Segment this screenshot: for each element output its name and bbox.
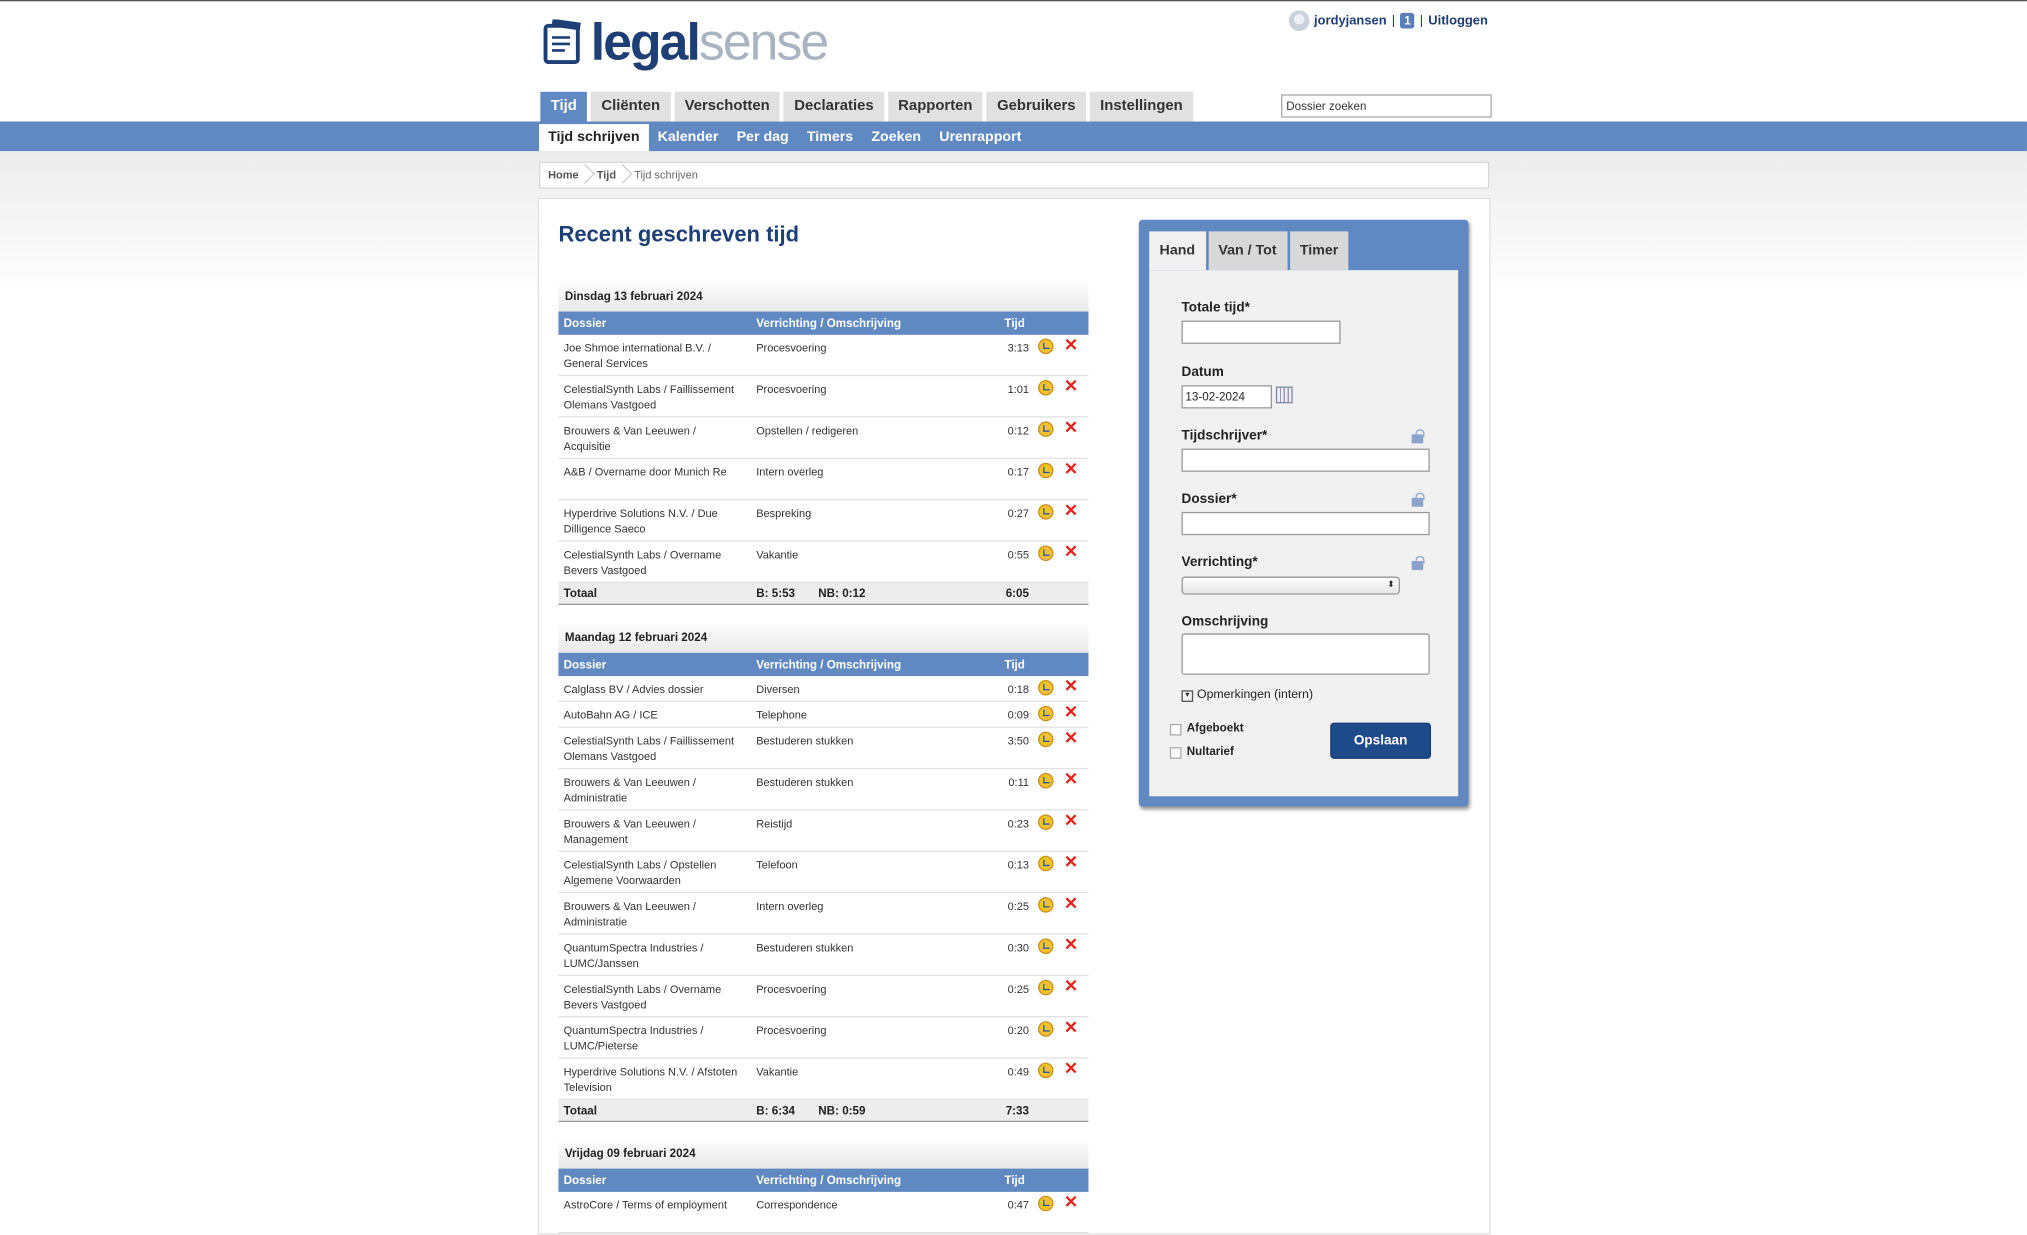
row-verrichting: Telefoon <box>756 858 798 872</box>
row-tijd: 0:17 <box>1007 465 1029 479</box>
row-dossier: Hyperdrive Solutions N.V. / Due Dilligence Saeco <box>563 506 718 536</box>
day-title: Vrijdag 09 februari 2024 <box>558 1138 1088 1169</box>
tijdschrijver-input[interactable] <box>1182 449 1430 472</box>
sub-tab-per-dag[interactable]: Per dag <box>736 129 789 145</box>
separator: | <box>1391 13 1396 28</box>
datum-label: Datum <box>1181 364 1224 381</box>
row-verrichting: Intern overleg <box>756 899 824 913</box>
edit-clock-icon[interactable] <box>1038 546 1054 562</box>
main-navigation <box>540 92 1193 122</box>
table-row[interactable] <box>558 935 1088 976</box>
sub-navigation <box>539 124 1030 151</box>
sub-tab-timers[interactable]: Timers <box>806 129 854 145</box>
total-nonbillable: NB: 0:12 <box>818 586 866 600</box>
delete-icon[interactable]: ✕ <box>1063 851 1078 872</box>
table-header <box>558 653 1088 676</box>
column-tijd: Tijd <box>1004 1173 1025 1187</box>
row-dossier: QuantumSpectra Industries / LUMC/Janssen <box>563 941 704 970</box>
delete-icon[interactable]: ✕ <box>1063 769 1078 789</box>
table-row[interactable] <box>558 728 1088 769</box>
table-header <box>558 312 1088 335</box>
logout-link[interactable]: Uitloggen <box>1428 13 1488 28</box>
tab-hand[interactable]: Hand <box>1149 231 1205 270</box>
username-link[interactable]: jordyjansen <box>1314 13 1387 28</box>
main-tab-gebruikers[interactable]: Gebruikers <box>987 92 1086 122</box>
total-label: Totaal <box>563 586 598 600</box>
row-dossier: Brouwers & Van Leeuwen / Administratie <box>563 899 696 929</box>
total-time: 7:33 <box>1005 1103 1029 1117</box>
main-tab-verschotten[interactable]: Verschotten <box>674 92 780 122</box>
row-dossier: AstroCore / Terms of employment <box>563 1198 728 1212</box>
delete-icon[interactable]: ✕ <box>1063 417 1078 437</box>
row-verrichting: Procesvoering <box>756 341 827 355</box>
edit-clock-icon[interactable] <box>1038 1063 1054 1079</box>
row-dossier: CelestialSynth Labs / Faillissement Olemans Vastgoed <box>563 382 735 412</box>
row-tijd: 0:25 <box>1007 899 1029 913</box>
row-dossier: CelestialSynth Labs / Faillissement Olemans Vastgoed <box>563 734 735 763</box>
edit-clock-icon[interactable] <box>1038 980 1054 996</box>
table-row[interactable] <box>558 1017 1088 1058</box>
main-tab-tijd[interactable]: Tijd <box>540 92 587 122</box>
row-dossier: Joe Shmoe international B.V. / General Services <box>563 341 712 370</box>
calendar-icon[interactable] <box>1276 387 1293 404</box>
row-verrichting: Bestuderen stukken <box>756 941 854 955</box>
total-billable: B: 5:53 <box>756 586 796 600</box>
day-block <box>558 281 1088 605</box>
table-row[interactable] <box>558 769 1088 810</box>
row-tijd: 0:30 <box>1007 941 1029 955</box>
row-tijd: 0:49 <box>1007 1065 1029 1079</box>
row-tijd: 0:09 <box>1007 708 1029 722</box>
row-tijd: 0:13 <box>1007 858 1029 872</box>
edit-clock-icon[interactable] <box>1038 504 1054 520</box>
table-row[interactable] <box>558 376 1088 417</box>
afgeboekt-label: Afgeboekt <box>1186 721 1244 735</box>
table-row[interactable] <box>558 811 1088 852</box>
select-arrows-icon: ⬍ <box>1387 580 1395 590</box>
row-verrichting: Telephone <box>756 708 807 722</box>
row-tijd: 0:27 <box>1007 506 1029 520</box>
row-dossier: A&B / Overname door Munich Re <box>563 465 727 479</box>
table-row[interactable] <box>558 676 1088 702</box>
totale-tijd-input[interactable] <box>1182 321 1341 344</box>
expand-icon[interactable]: ▾ <box>1182 690 1194 702</box>
row-dossier: Brouwers & Van Leeuwen / Acquisitie <box>563 424 696 453</box>
row-verrichting: Vakantie <box>756 1065 799 1079</box>
edit-clock-icon[interactable] <box>1038 1021 1054 1037</box>
row-verrichting: Procesvoering <box>756 982 827 996</box>
edit-clock-icon[interactable] <box>1038 680 1054 696</box>
column-dossier: Dossier <box>563 1173 607 1187</box>
main-tab-rapporten[interactable]: Rapporten <box>888 92 983 122</box>
edit-clock-icon[interactable] <box>1038 773 1054 789</box>
delete-icon[interactable]: ✕ <box>1063 458 1078 479</box>
messages-badge[interactable]: 1 <box>1400 13 1414 29</box>
edit-clock-icon[interactable] <box>1038 732 1054 748</box>
logo-word-sense: sense <box>698 14 828 72</box>
main-tab-declaraties[interactable]: Declaraties <box>784 92 884 122</box>
row-verrichting: Bestuderen stukken <box>756 775 854 789</box>
row-dossier: CelestialSynth Labs / Overname Bevers Vastgoed <box>563 982 722 1011</box>
row-dossier: Calglass BV / Advies dossier <box>563 682 704 696</box>
total-time: 6:05 <box>1005 586 1029 600</box>
delete-icon[interactable]: ✕ <box>1063 541 1078 562</box>
totale-tijd-label: Totale tijd* <box>1181 299 1250 316</box>
row-tijd: 0:55 <box>1007 548 1029 562</box>
table-row[interactable] <box>558 852 1088 893</box>
avatar-icon <box>1288 10 1309 31</box>
table-row[interactable] <box>558 702 1088 728</box>
day-block <box>558 622 1088 1122</box>
breadcrumb-tijd[interactable]: Tijd <box>589 163 626 188</box>
table-row[interactable] <box>558 1192 1088 1233</box>
delete-icon[interactable]: ✕ <box>1063 701 1078 722</box>
table-row[interactable] <box>558 976 1088 1017</box>
save-button[interactable]: Opslaan <box>1330 723 1431 759</box>
table-row[interactable] <box>558 893 1088 934</box>
edit-clock-icon[interactable] <box>1038 897 1054 913</box>
column-dossier: Dossier <box>563 316 607 330</box>
edit-clock-icon[interactable] <box>1038 856 1054 872</box>
datum-input[interactable]: 13-02-2024 <box>1182 385 1272 408</box>
table-header <box>558 1169 1088 1192</box>
row-verrichting: Bespreking <box>756 506 812 520</box>
column-verrichting: Verrichting / Omschrijving <box>756 316 902 330</box>
omschrijving-label: Omschrijving <box>1181 614 1269 630</box>
row-verrichting: Intern overleg <box>756 465 824 479</box>
total-row <box>558 583 1088 605</box>
delete-icon[interactable]: ✕ <box>1063 334 1078 355</box>
row-tijd: 0:25 <box>1007 982 1029 996</box>
separator: | <box>1419 13 1424 28</box>
column-dossier: Dossier <box>563 657 607 671</box>
row-verrichting: Bestuderen stukken <box>756 734 854 748</box>
delete-icon[interactable]: ✕ <box>1063 810 1078 830</box>
opmerkingen-toggle[interactable]: Opmerkingen (intern) <box>1197 687 1314 702</box>
omschrijving-textarea[interactable] <box>1182 633 1430 674</box>
edit-clock-icon[interactable] <box>1038 706 1054 722</box>
row-verrichting: Procesvoering <box>756 1023 827 1037</box>
column-verrichting: Verrichting / Omschrijving <box>756 657 902 671</box>
row-dossier: Hyperdrive Solutions N.V. / Afstoten Television <box>563 1065 738 1094</box>
row-dossier: CelestialSynth Labs / Opstellen Algemene Voorwaarden <box>563 858 717 887</box>
row-verrichting: Diversen <box>756 682 800 696</box>
verrichting-label: Verrichting* <box>1181 554 1258 571</box>
tab-timer[interactable]: Timer <box>1290 231 1349 270</box>
main-tab-instellingen[interactable]: Instellingen <box>1090 92 1193 122</box>
row-dossier: Brouwers & Van Leeuwen / Management <box>563 816 696 846</box>
row-dossier: QuantumSpectra Industries / LUMC/Pieterse <box>563 1023 704 1053</box>
sub-tab-kalender[interactable]: Kalender <box>657 129 719 145</box>
edit-clock-icon[interactable] <box>1038 380 1054 396</box>
row-tijd: 0:12 <box>1007 424 1029 437</box>
row-tijd: 3:13 <box>1007 341 1029 355</box>
edit-clock-icon[interactable] <box>1038 421 1054 437</box>
delete-icon[interactable]: ✕ <box>1063 893 1078 913</box>
table-row[interactable] <box>558 500 1088 541</box>
dossier-search-input[interactable]: Dossier zoeken <box>1281 94 1492 117</box>
total-label: Totaal <box>563 1103 598 1117</box>
lock-icon[interactable] <box>1412 434 1424 443</box>
row-verrichting: Procesvoering <box>756 382 827 396</box>
legalsense-logo[interactable] <box>542 14 828 72</box>
breadcrumb-home[interactable]: Home <box>540 163 589 188</box>
delete-icon[interactable]: ✕ <box>1063 934 1078 955</box>
edit-clock-icon[interactable] <box>1038 339 1054 355</box>
row-verrichting: Opstellen / redigeren <box>756 424 859 437</box>
dossier-label: Dossier* <box>1181 491 1237 507</box>
breadcrumb <box>539 162 1489 189</box>
document-icon <box>542 19 586 66</box>
day-title: Maandag 12 februari 2024 <box>558 622 1088 653</box>
delete-icon[interactable]: ✕ <box>1063 1017 1078 1037</box>
edit-clock-icon[interactable] <box>1038 939 1054 955</box>
row-tijd: 0:20 <box>1007 1023 1029 1037</box>
lock-icon[interactable] <box>1412 498 1424 507</box>
table-row[interactable] <box>558 542 1088 583</box>
sub-tab-tijd-schrijven[interactable]: Tijd schrijven <box>539 124 649 151</box>
user-bar <box>1288 10 1488 31</box>
total-nonbillable: NB: 0:59 <box>818 1103 866 1117</box>
sub-tab-urenrapport[interactable]: Urenrapport <box>939 129 1022 145</box>
delete-icon[interactable]: ✕ <box>1063 1058 1078 1079</box>
entry-mode-tabs <box>1149 231 1348 270</box>
page-title: Recent geschreven tijd <box>558 222 800 247</box>
logo-word-legal: legal <box>590 14 699 72</box>
row-verrichting: Correspondence <box>756 1198 838 1212</box>
total-row <box>558 1100 1088 1122</box>
edit-clock-icon[interactable] <box>1038 1196 1054 1212</box>
breadcrumb-current: Tijd schrijven <box>634 168 698 181</box>
row-tijd: 1:01 <box>1007 382 1029 396</box>
table-row[interactable] <box>558 418 1088 459</box>
edit-clock-icon[interactable] <box>1038 814 1054 830</box>
total-billable: B: 6:34 <box>756 1103 796 1117</box>
row-tijd: 0:47 <box>1007 1198 1029 1212</box>
edit-clock-icon[interactable] <box>1038 463 1054 479</box>
nultarief-checkbox[interactable] <box>1170 747 1182 759</box>
verrichting-select[interactable] <box>1182 577 1400 595</box>
tijdschrijver-label: Tijdschrijver* <box>1181 427 1268 444</box>
row-dossier: CelestialSynth Labs / Overname Bevers Vastgoed <box>563 548 722 577</box>
row-tijd: 0:23 <box>1007 816 1029 830</box>
table-row[interactable] <box>558 459 1088 500</box>
sub-tab-zoeken[interactable]: Zoeken <box>871 129 922 145</box>
tab-van-tot[interactable]: Van / Tot <box>1208 231 1287 270</box>
column-tijd: Tijd <box>1004 657 1025 671</box>
column-tijd: Tijd <box>1004 316 1025 330</box>
row-dossier: Brouwers & Van Leeuwen / Administratie <box>563 775 696 805</box>
row-verrichting: Vakantie <box>756 548 799 562</box>
table-row[interactable] <box>558 1059 1088 1100</box>
row-verrichting: Reistijd <box>756 816 793 830</box>
logo-text <box>591 14 827 72</box>
dossier-input[interactable] <box>1182 512 1430 535</box>
day-title: Dinsdag 13 februari 2024 <box>558 281 1088 312</box>
row-tijd: 0:18 <box>1007 682 1029 696</box>
column-verrichting: Verrichting / Omschrijving <box>756 1173 902 1187</box>
main-tab-clienten[interactable]: Cliënten <box>591 92 670 122</box>
delete-icon[interactable]: ✕ <box>1063 676 1078 696</box>
delete-icon[interactable]: ✕ <box>1063 1191 1078 1212</box>
day-block <box>558 1138 1088 1234</box>
delete-icon[interactable]: ✕ <box>1063 975 1078 996</box>
lock-icon[interactable] <box>1412 561 1424 570</box>
row-tijd: 3:50 <box>1007 734 1029 748</box>
afgeboekt-checkbox[interactable] <box>1170 724 1182 736</box>
delete-icon[interactable]: ✕ <box>1063 376 1078 396</box>
nultarief-label: Nultarief <box>1186 744 1234 758</box>
delete-icon[interactable]: ✕ <box>1063 500 1078 520</box>
row-dossier: AutoBahn AG / ICE <box>563 708 658 722</box>
table-row[interactable] <box>558 335 1088 376</box>
delete-icon[interactable]: ✕ <box>1063 727 1078 748</box>
row-tijd: 0:11 <box>1008 775 1029 789</box>
